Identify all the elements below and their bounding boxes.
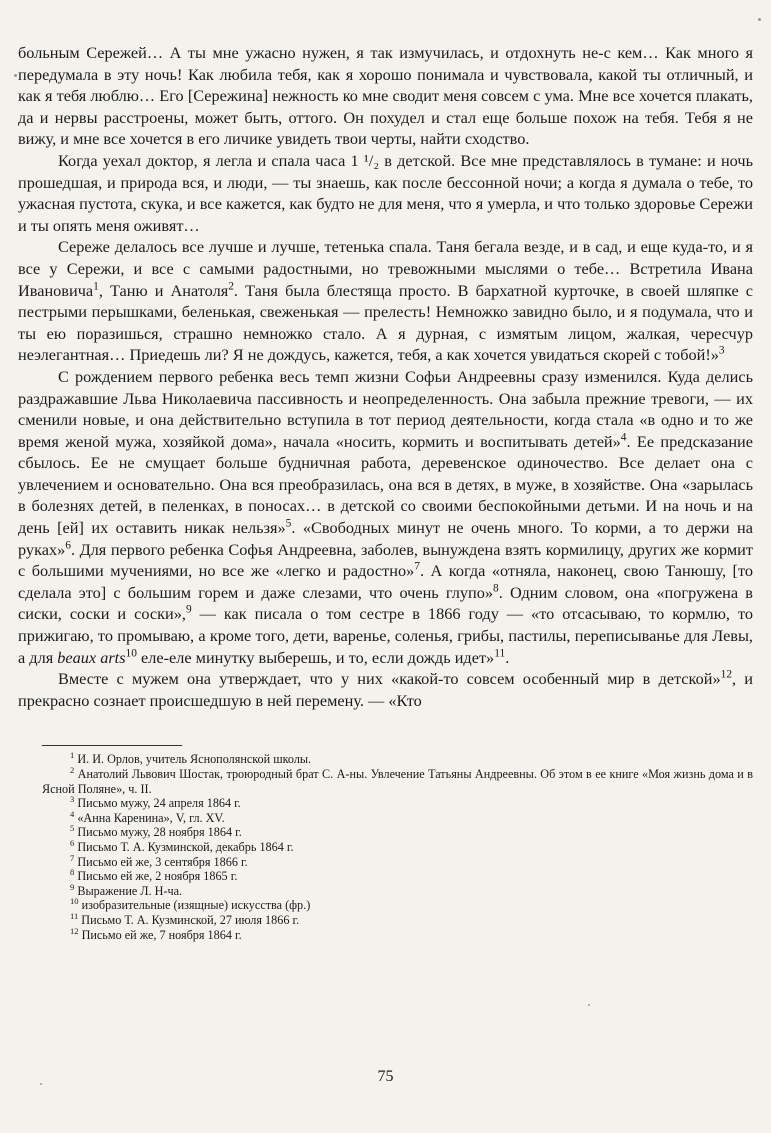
- footnotes: [18, 752, 753, 942]
- text-run: , и прекрасно сознает происшедшую в ней перемену. — «Кто: [18, 669, 754, 710]
- footnote-text: Письмо мужу, 24 апреля 1864 г.: [77, 796, 241, 811]
- body-text: [18, 42, 753, 711]
- book-page: [18, 42, 753, 942]
- footnote-number: 11: [70, 910, 79, 921]
- footnote: [42, 796, 753, 811]
- footnote-text: Письмо Т. А. Кузминской, декабрь 1864 г.: [77, 839, 294, 854]
- footnote: [42, 898, 753, 913]
- footnote-text: Выражение Л. Н-ча.: [77, 883, 183, 898]
- scan-speck: [588, 1004, 590, 1006]
- text-run: больным Сережей… А ты мне ужасно нужен, я так измучилась, и отдохнуть не-с кем… Как много я передумала в эту ночь! Как любила тебя, как я хорошо понимала и чувствовала, какой ты отличный, и как я тебя люблю… Его [Сережина] нежность ко мне сводит меня совсем с ума. Мне все хочется плакать, да и нервы расстроены, может быть, оттого. Он похудел и стал еще больше похож на тебя. Тебя я не вижу, и мне все хочется в его личике увидеть твои черты, найти сходство.: [18, 43, 753, 149]
- paragraph: [18, 150, 753, 236]
- footnote-ref: 12: [720, 668, 733, 681]
- paragraph: [18, 42, 753, 150]
- footnote-ref: 5: [285, 517, 292, 530]
- footnote: [42, 869, 753, 884]
- footnote-text: Письмо ей же, 2 ноября 1865 г.: [77, 869, 238, 884]
- footnote: [42, 825, 753, 840]
- text-run: С рождением первого ребенка весь темп жизни Софьи Андреевны сразу изменился. Куда делись раздражавшие Льва Николаевича пассивность и неопределенность. Она забыла прежние тревоги, — их сменили новые, и она действительно вступила в тот период деятельности, когда стала «в одно и то же время женой мужа, хозяйкой дома», начала «носить, кормить и воспитывать детей»: [18, 366, 753, 451]
- footnote-ref: 11: [494, 647, 506, 660]
- scan-speck: [758, 18, 761, 21]
- text-run: . А когда «отняла, наконец, свою Танюшу, [то сделала это] с большим горем и даже слезами, что очень глупо»: [18, 561, 753, 602]
- text-run: Когда уехал доктор, я легла и спала часа 1 ¹/₂ в детской. Все мне представлялось в тумане: и ночь прошедшая, и природа вся, и люди, — ты знаешь, как после бессонной ночи; а когда я думала о тебе, то ужасная пустота, скука, и все кажется, как будто не для меня, что я умерла, и что только здоровье Сережи и ты опять меня оживят…: [18, 150, 753, 235]
- footnote: [42, 925, 753, 943]
- footnote-number: 10: [70, 896, 79, 907]
- footnote-number: 8: [70, 867, 75, 878]
- footnote-text: «Анна Каренина», V, гл. XV.: [77, 810, 225, 825]
- paragraph: [18, 366, 753, 668]
- footnote-text: изобразительные (изящные) искусства (фр.): [81, 898, 311, 913]
- text-run: . Ее предсказание сбылось. Ее не смущает больше будничная работа, деревенское одиночество. Все делает она с увлечением и основательно. Она вся преобразилась, она вся в детях, в муже, в хозяйстве. Она «зарылась в болезнях детей, в пеленках, в поносах… в детской со своими беспокойными детьми. И на ночь и на день [ей] их оставить никак нельзя»: [18, 431, 753, 538]
- footnote-text: Письмо ей же, 3 сентября 1866 г.: [77, 854, 248, 869]
- footnote-ref: 4: [620, 431, 627, 444]
- text-run: Вместе с мужем она утверждает, что у них «какой-то совсем особенный мир в детской»: [58, 669, 721, 689]
- footnote-ref: 2: [228, 280, 234, 293]
- footnote-ref: 1: [93, 280, 99, 293]
- text-run: . Таня была блестяща просто. В бархатной курточке, в своей шляпке с пестрыми перышками, беленькая, свеженькая — прелесть! Немножко завидно было, и я подумала, что и ты ею поразишься, страшно немножко стало. А я дурная, с измятым лицом, жалкая, чересчур неэлегантная… Приедешь ли? Я не дождусь, кажется, тебя, а как хочется увидаться скорей с тобой!»: [18, 280, 753, 365]
- footnote-number: 4: [70, 808, 75, 819]
- italic-text: beaux arts: [57, 647, 126, 667]
- paragraph: [18, 668, 753, 711]
- text-run: . Одним словом, она «погружена в сиски, соски и соски»,: [18, 582, 753, 624]
- footnote: [42, 852, 753, 870]
- page-number: 75: [377, 1068, 394, 1085]
- footnote-number: 6: [70, 837, 75, 848]
- footnote-separator: [42, 745, 182, 746]
- scan-speck: [14, 74, 17, 77]
- footnote-text: Письмо Т. А. Кузминской, 27 июля 1866 г.: [81, 912, 300, 927]
- text-run: . «Свободных минут не очень много. То корми, а то держи на руках»: [18, 518, 753, 559]
- footnote-ref: 3: [718, 344, 725, 357]
- footnote: [42, 837, 753, 855]
- footnote: [42, 881, 753, 899]
- scan-speck: [40, 1083, 42, 1085]
- paragraph: [18, 236, 753, 366]
- footnote-ref: 7: [414, 560, 420, 573]
- text-run: Сереже делалось все лучше и лучше, тетенька спала. Таня бегала везде, и в сад, и еще куда-то, и я все у Сережи, и все с самыми радостными, но тревожными мыслями о тебе… Встретила Ивана Ивановича: [18, 237, 753, 300]
- text-run: .: [505, 647, 510, 667]
- text-run: , Таню и Анатоля: [98, 280, 229, 300]
- footnote-ref: 9: [185, 604, 192, 617]
- footnote-ref: 8: [493, 582, 499, 595]
- footnote: [42, 764, 753, 796]
- footnote-number: 2: [70, 764, 75, 775]
- footnote-number: 1: [70, 750, 75, 761]
- text-run: еле-еле минутку выберешь, и то, если дождь идет»: [136, 647, 495, 667]
- footnote-number: 7: [70, 852, 75, 863]
- footnote-number: 5: [70, 823, 75, 834]
- text-run: . Для первого ребенка Софья Андреевна, заболев, вынуждена взять кормилицу, других же кормит с большими мучениями, но все же «легко и радостно»: [18, 539, 753, 581]
- footnote: [42, 752, 753, 767]
- footnote-text: Письмо мужу, 28 ноября 1864 г.: [77, 825, 242, 840]
- footnote-text: И. И. Орлов, учитель Яснополянской школы.: [77, 752, 312, 767]
- footnote-number: 12: [70, 925, 79, 936]
- footnote-text: Анатолий Львович Шостак, троюродный брат С. А-ны. Увлечение Татьяны Андреевны. Об этом в ее книге «Моя жизнь дома и в Ясной Поляне», ч. II.: [42, 767, 753, 796]
- footnote: [42, 808, 753, 826]
- footnote: [42, 910, 753, 928]
- footnote-ref: 10: [125, 647, 137, 660]
- footnote-text: Письмо ей же, 7 ноября 1864 г.: [81, 927, 242, 942]
- footnote-number: 3: [70, 794, 75, 805]
- footnote-ref: 6: [65, 539, 71, 552]
- footnote-number: 9: [70, 881, 75, 892]
- text-run: — как писала о том сестре в 1866 году — «то отсасываю, то кормлю, то прижигаю, то промываю, а кроме того, дети, варенье, соленья, грибы, пастилы, переписыванье для Левы, а для: [18, 604, 753, 667]
